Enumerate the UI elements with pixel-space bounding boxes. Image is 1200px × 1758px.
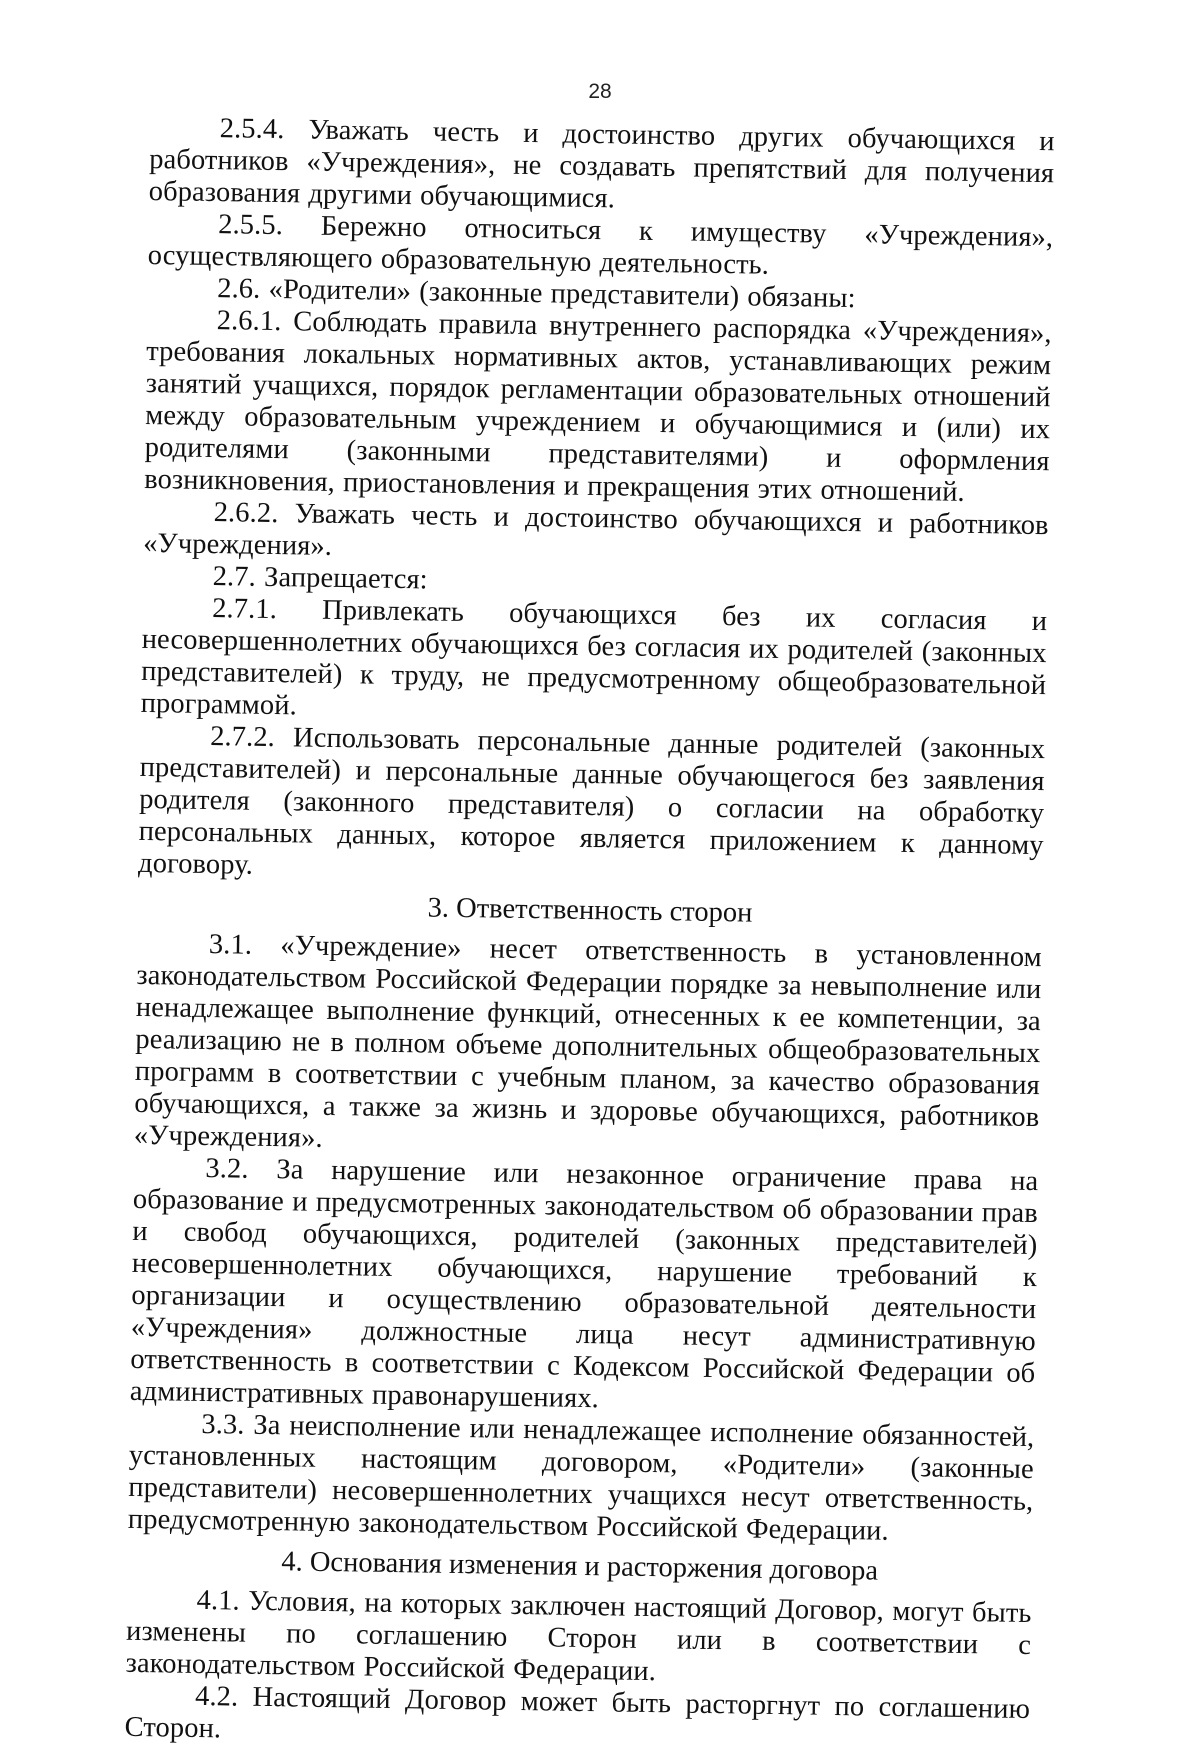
section-heading-4: 4. Основания изменения и расторжения договора	[281, 1546, 879, 1587]
clause-2-5-5: 2.5.5. Бережно относиться к имуществу «Учреждения», осуществляющего образовательную деятельность.	[147, 209, 1054, 281]
clause-2-6-2: 2.6.2. Уважать честь и достоинство обучающихся и работников «Учреждения».	[142, 497, 1049, 562]
clause-2-7-2: 2.7.2. Использовать персональные данные родителей (законных представителей) и персональные данные обучающегося без заявления родителя (законного представителя) о согласии на обработку персональных данных, которое является приложением к данному договору.	[137, 721, 1046, 881]
clause-4-2: 4.2. Настоящий Договор может быть расторгнут по соглашению Сторон.	[124, 1680, 1031, 1745]
clause-2-6-1: 2.6.1. Соблюдать правила внутреннего распорядка «Учреждения», требования локальных нормативных актов, устанавливающих режим занятий учащихся, порядок регламентации образовательных отношений между образовательным учреждением и обучающимися и (или) их родителями (законными представителями) и оформления возникновения, приостановления и прекращения этих отношений.	[143, 305, 1052, 508]
page-number: 28	[588, 80, 612, 103]
clause-3-3: 3.3. За неисполнение или ненадлежащее исполнение обязанностей, установленных настоящим договором, «Родители» (законные представители) несовершеннолетних учащихся несут ответственность, предусмотренную законодательством Российской Федерации.	[127, 1408, 1035, 1547]
clause-4-1: 4.1. Условия, на которых заключен настоящий Договор, могут быть изменены по соглашению Сторон или в соответствии с законодательством Российской Федерации.	[125, 1584, 1032, 1688]
clause-2-7: 2.7. Запрещается:	[212, 561, 428, 596]
section-heading-3: 3. Ответственность сторон	[427, 892, 753, 929]
clause-3-2: 3.2. За нарушение или незаконное ограничение права на образование и предусмотренных законодательством об образовании прав и свобод обучающихся, родителей (законных представителей) несовершеннолетних обучающихся, нарушение требований к организации и осуществлению образовательной деятельности «Учреждения» должностные лица несут административную ответственность в соответствии с Кодексом Российской Федерации об административных правонарушениях.	[129, 1153, 1039, 1415]
clause-2-7-1: 2.7.1. Привлекать обучающихся без их согласия и несовершеннолетних обучающихся без согласия их родителей (законных представителей) к труду, не предусмотренному общеобразовательной программой.	[140, 593, 1048, 722]
clause-3-1: 3.1. «Учреждение» несет ответственность в установленном законодательством Российской Федерации порядке за невыполнение или ненадлежащее выполнение функций, отнесенных к ее компетенции, за реализацию не в полном объеме дополнительных общеобразовательных программ в соответствии с учебным планом, за качество образования обучающихся, а также за жизнь и здоровье обучающихся, работников «Учреждения».	[133, 929, 1043, 1154]
clause-2-5-4: 2.5.4. Уважать честь и достоинство других обучающихся и работников «Учреждения», не создавать препятствий для получения образования другими обучающимися.	[148, 113, 1055, 215]
document-body	[124, 112, 1055, 1758]
clause-2-6: 2.6. «Родители» (законные представители) обязаны:	[216, 273, 856, 315]
